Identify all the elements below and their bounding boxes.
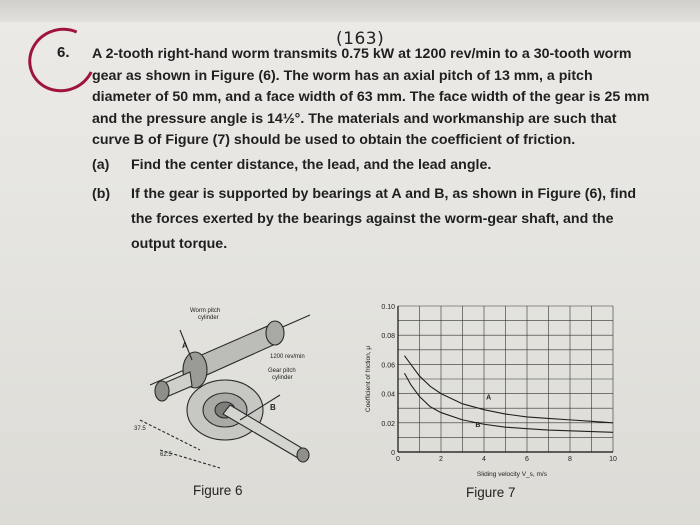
x-tick-label: 2 — [439, 456, 443, 463]
label-worm-pitch: Worm pitch — [190, 308, 221, 314]
part-a-text: Find the center distance, the lead, and the lead angle. — [131, 157, 492, 173]
x-tick-label: 6 — [525, 456, 529, 463]
x-axis-label: Sliding velocity V_s, m/s — [476, 471, 547, 478]
y-tick-label: 0.10 — [381, 304, 395, 311]
series-line-a — [404, 356, 613, 423]
label-bearing-b: B — [270, 403, 276, 412]
part-b-text: the forces exerted by the bearings against the worm-gear shaft, and the — [131, 211, 614, 227]
figure6-caption: Figure 6 — [193, 483, 243, 498]
series-label-a: A — [486, 394, 492, 402]
figure7-caption: Figure 7 — [466, 485, 516, 500]
problem-line: and the pressure angle is 14½°. The materials and workmanship are such that — [92, 110, 617, 127]
label-speed: 1200 rev/min — [270, 354, 305, 360]
y-tick-label: 0.02 — [381, 420, 395, 428]
problem-statement — [92, 44, 672, 152]
part-b-text: If the gear is supported by bearings at A and B, as shown in Figure (6), find — [131, 186, 637, 202]
label-gear-pitch: Gear pitch — [268, 368, 296, 374]
y-axis-label: Coefficient of friction, μ — [365, 345, 372, 413]
series-line-b — [404, 373, 613, 432]
x-tick-label: 10 — [609, 456, 617, 463]
label-cylinder: cylinder — [198, 315, 219, 321]
x-tick-label: 8 — [568, 456, 572, 463]
x-tick-label: 0 — [396, 456, 400, 463]
label-gear-cylinder: cylinder — [272, 375, 293, 381]
problem-line: gear as shown in Figure (6). The worm has an axial pitch of 13 mm, a pitch — [92, 67, 593, 84]
y-tick-label: 0 — [391, 450, 395, 457]
problem-number: 6. — [57, 44, 70, 61]
label-bearing-a: A — [182, 341, 188, 350]
part-b-text: output torque. — [131, 236, 228, 252]
part-b-label: (b) — [92, 186, 111, 202]
x-tick-label: 4 — [482, 456, 486, 463]
problem-line: diameter of 50 mm, and a face width of 63 mm. The face width of the gear is 25 mm — [92, 89, 650, 106]
top-shadow — [0, 0, 700, 22]
problem-line: curve B of Figure (7) should be used to obtain the coefficient of friction. — [92, 132, 576, 149]
y-tick-label: 0.06 — [381, 362, 395, 370]
series-label-b: B — [475, 422, 481, 430]
y-tick-label: 0.08 — [381, 333, 395, 341]
y-tick-label: 0.04 — [381, 391, 395, 399]
figure7-chart — [350, 292, 640, 482]
label-dim-2: 62.5 — [160, 452, 172, 458]
part-a-label: (a) — [92, 157, 110, 173]
handwritten-page-number: (163) — [336, 29, 385, 49]
problem-line: A 2-tooth right-hand worm transmits 0.75 kW at 1200 rev/min to a 30-tooth worm — [92, 46, 632, 62]
figure6-drawing — [120, 290, 340, 475]
label-dim-1: 37.5 — [134, 426, 146, 432]
